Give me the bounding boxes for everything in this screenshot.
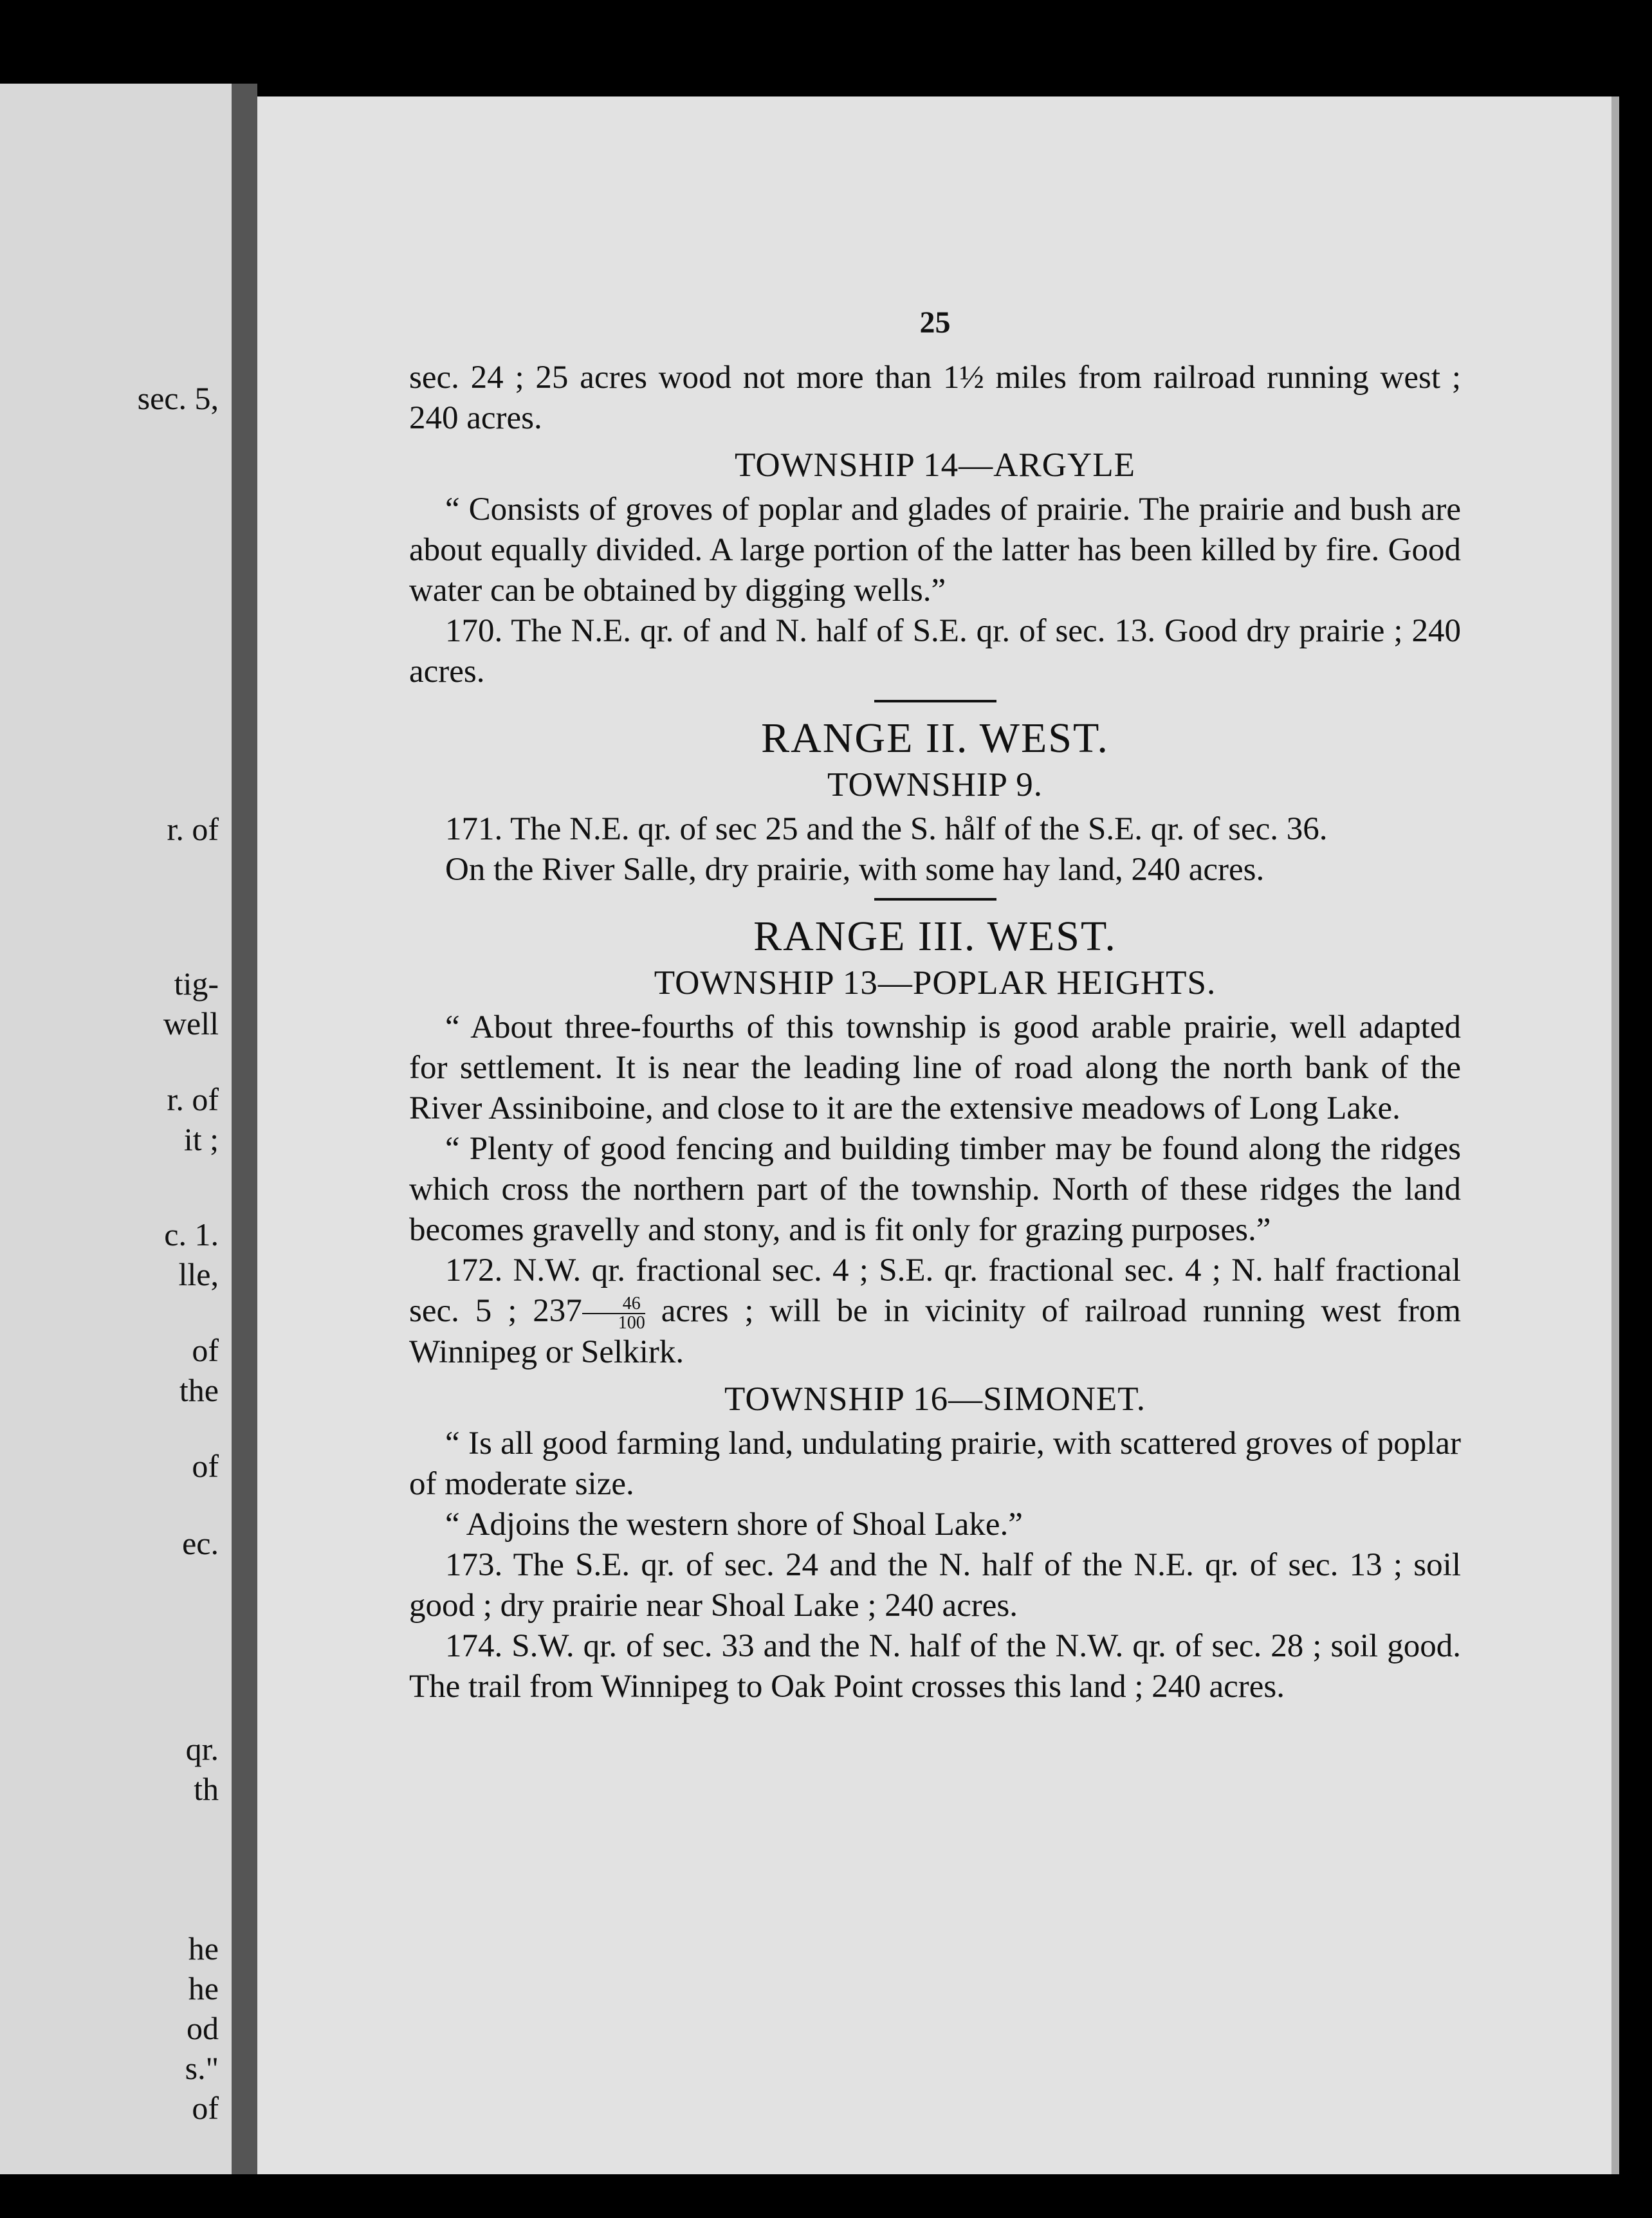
fraction-numerator: 46 [582, 1295, 645, 1314]
left-fragment: sec. 5, [137, 380, 219, 416]
fraction-denominator: 100 [618, 1313, 645, 1334]
left-fragment: c. 1. [164, 1216, 219, 1252]
text-body [409, 358, 1461, 1707]
paragraph: “ About three-fourths of this township is good arable prairie, well adapted for settlement. It is near the leading line of road along the north bank of the River Assiniboine, and close to it are the extensive meadows of Long Lake. [409, 1009, 1461, 1126]
paragraph-text: acres ; will be in vicinity of railroad running west from Winnipeg or Selkirk. [409, 1293, 1462, 1371]
township-heading: TOWNSHIP 14—ARGYLE [734, 446, 1136, 484]
paragraph: On the River Salle, dry prairie, with some hay land, 240 acres. [445, 852, 1265, 888]
paragraph: sec. 24 ; 25 acres wood not more than 1½ miles from railroad running west ; 240 acres. [409, 360, 1461, 436]
paragraph: 170. The N.E. qr. of and N. half of S.E. qr. of sec. 13. Good dry prairie ; 240 acres. [409, 613, 1461, 690]
township-heading: TOWNSHIP 9. [827, 766, 1043, 803]
page-content [409, 302, 1461, 1707]
paragraph-text: 172. N.W. qr. fractional sec. 4 ; S.E. qr. fractional sec. 4 ; N. half fractional sec. 5 ; 237 [409, 1252, 1461, 1329]
left-fragment: ec. [182, 1525, 219, 1561]
section-rule [874, 700, 996, 702]
range-heading: RANGE II. WEST. [761, 715, 1109, 762]
left-fragment: od [187, 2010, 219, 2046]
township-heading: TOWNSHIP 13—POPLAR HEIGHTS. [654, 964, 1216, 1002]
left-fragment: qr. [185, 1731, 219, 1767]
paragraph: “ Consists of groves of poplar and glades of prairie. The prairie and bush are about equally divided. A large portion of the latter has been killed by fire. Good water can be obtained by digging wells.” [409, 491, 1461, 609]
left-fragment: of [192, 2090, 219, 2126]
right-page [257, 96, 1611, 2174]
left-fragment: he [188, 1930, 219, 1966]
left-fragment: r. of [167, 1081, 219, 1117]
paragraph: 173. The S.E. qr. of sec. 24 and the N. half of the N.E. qr. of sec. 13 ; soil good ; dry prairie near Shoal Lake ; 240 acres. [409, 1547, 1461, 1624]
left-fragment: r. of [167, 811, 219, 847]
left-fragment: of [192, 1448, 219, 1484]
left-page [0, 84, 232, 2174]
book-gutter [232, 84, 257, 2174]
paragraph: “ Is all good farming land, undulating prairie, with scattered groves of poplar of moderate size. [409, 1425, 1461, 1503]
paragraph: “ Plenty of good fencing and building timber may be found along the ridges which cross the northern part of the township. North of these ridges the land becomes gravelly and stony, and is fit only for grazing purposes.” [409, 1131, 1461, 1248]
fraction [582, 1295, 645, 1332]
range-heading: RANGE III. WEST. [753, 913, 1117, 960]
left-fragment: well [163, 1005, 219, 1041]
paragraph: “ Adjoins the western shore of Shoal Lake.” [445, 1507, 1023, 1543]
paragraph: 171. The N.E. qr. of sec 25 and the S. hålf of the S.E. qr. of sec. 36. [445, 811, 1328, 847]
paragraph: 174. S.W. qr. of sec. 33 and the N. half of the N.W. qr. of sec. 28 ; soil good. The trail from Winnipeg to Oak Point crosses this land ; 240 acres. [409, 1628, 1461, 1705]
page-number: 25 [919, 306, 951, 340]
left-fragment: he [188, 1970, 219, 2006]
left-fragment: of [192, 1332, 219, 1368]
township-heading: TOWNSHIP 16—SIMONET. [724, 1380, 1146, 1418]
section-rule [874, 898, 996, 901]
paragraph [409, 1251, 1461, 1373]
left-fragment: the [179, 1372, 219, 1408]
left-fragment: tig- [174, 966, 219, 1002]
left-fragment: lle, [178, 1256, 219, 1292]
left-fragment: s." [185, 2050, 219, 2086]
page-edge [1611, 96, 1619, 2174]
left-fragment: it ; [183, 1121, 219, 1157]
left-fragment: th [194, 1771, 219, 1807]
